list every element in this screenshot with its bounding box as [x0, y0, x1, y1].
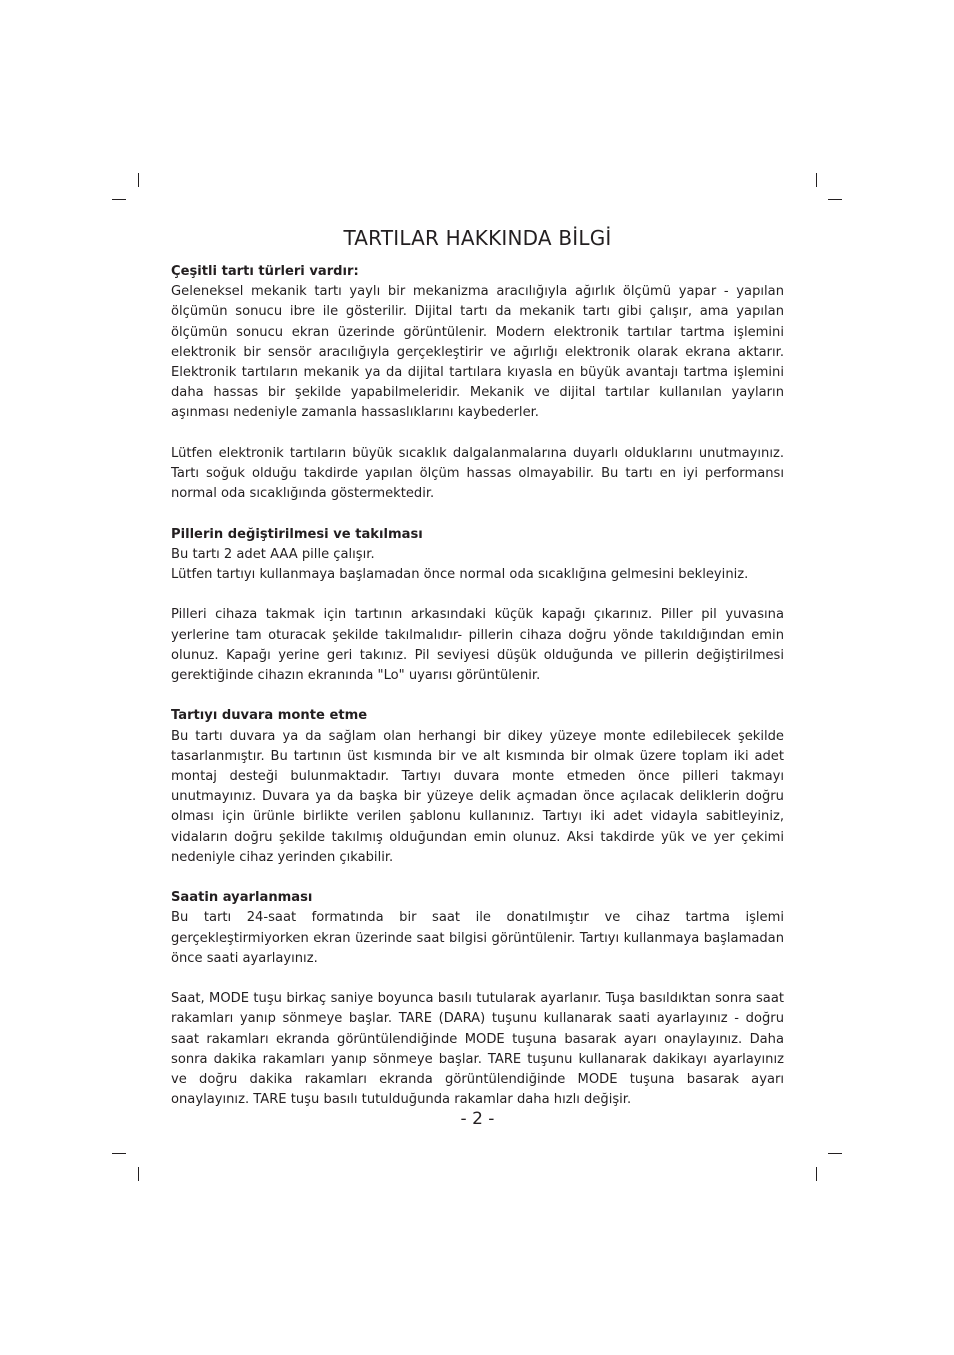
page-title: TARTILAR HAKKINDA BİLGİ: [343, 226, 612, 250]
crop-mark: [138, 173, 139, 187]
crop-mark: [816, 173, 817, 187]
paragraph: Geleneksel mekanik tartı yaylı bir mekanizma aracılığıyla ağırlık ölçümü yapar - yapılan ölçümün sonucu ibre ile gösterilir. Dijital tartı da mekanik tartı gibi çalışır, ama yapılan ölçümün sonucu ekran üzerinde görüntülenir. Modern elektronik tartılar tartma işlemini elektronik bir sensör aracılığıyla gerçekleştirir ve ağırlığı elektronik olarak ekrana aktarır. Elektronik tartıların mekanik ya da dijital tartılara kıyasla en büyük avantajı tartma işlemini daha hassas bir şekilde yapabilmeleridir. Mekanik ve dijital tartılar kullanılan yayların aşınması nedeniyle zamanla hassaslıklarını kaybederler.: [171, 284, 784, 421]
section-heading: Çeşitli tartı türleri vardır:: [171, 264, 359, 279]
crop-mark: [828, 199, 842, 200]
page-number: - 2 -: [460, 1109, 495, 1129]
crop-mark: [112, 1153, 126, 1154]
paragraph: Bu tartı 2 adet AAA pille çalışır.: [171, 546, 375, 562]
crop-mark: [138, 1167, 139, 1181]
paragraph: Saat, MODE tuşu birkaç saniye boyunca basılı tutularak ayarlanır. Tuşa basıldıktan sonra saat rakamları yanıp sönmeye başlar. TARE (DARA) tuşunu kullanarak saati ayarlayınız - doğru saat rakamları ekranda görüntülendiğinde MODE tuşuna basarak ayarı onaylayınız. Daha sonra dakika rakamları yanıp sönmeye başlar. TARE tuşunu kullanarak dakikayı ayarlayınız ve doğru dakika rakamları ekranda görüntülendiğinde MODE tuşuna basarak ayarı onaylayınız. TARE tuşu basılı tutulduğunda rakamlar daha hızlı değişir.: [171, 991, 784, 1108]
paragraph: Bu tartı duvara ya da sağlam olan herhangi bir dikey yüzeye monte edilebilecek şekilde tasarlanmıştır. Bu tartının üst kısmında bir ve alt kısmında bir olmak üzere toplam iki adet montaj desteği bulunmaktadır. Tartıyı duvara monte etmeden önce pilleri takmayı unutmayınız. Duvara ya da başka bir yüzeye delik açmadan önce açılacak deliklerin doğru olması için ürünle birlikte verilen şablonu kullanınız. Tartıyı iki adet vidayla sabitleyiniz, vidaların doğru şekilde takılmış olduğundan emin olunuz. Aksi takdirde yük ve yer çekimi nedeniyle cihaz yerinden çıkabilir.: [171, 728, 784, 865]
crop-mark: [828, 1153, 842, 1154]
paragraph: Bu tartı 24-saat formatında bir saat ile donatılmıştır ve cihaz tartma işlemi gerçekleştirmiyorken ekran üzerinde saat bilgisi görüntülenir. Tartıyı kullanmaya başlamadan önce saati ayarlayınız.: [171, 910, 784, 966]
crop-mark: [112, 199, 126, 200]
section-heading: Pillerin değiştirilmesi ve takılması: [171, 526, 423, 542]
section-heading: Tartıyı duvara monte etme: [171, 708, 368, 724]
section-heading: Saatin ayarlanması: [171, 890, 313, 906]
paragraph: Lütfen elektronik tartıların büyük sıcaklık dalgalanmalarına duyarlı olduklarını unutmayınız. Tartı soğuk olduğu takdirde yapılan ölçüm hassas olmayabilir. Bu tartı en iyi performansı normal oda sıcaklığında göstermektedir.: [171, 445, 784, 502]
crop-mark: [816, 1167, 817, 1181]
document-body: [171, 262, 784, 1110]
paragraph: Lütfen tartıyı kullanmaya başlamadan önce normal oda sıcaklığına gelmesini bekleyiniz.: [171, 567, 749, 583]
paragraph: Pilleri cihaza takmak için tartının arkasındaki küçük kapağı çıkarınız. Piller pil yuvasına yerlerine tam oturacak şekilde takılmalıdır- pillerin cihaza doğru yönde takıldığından emin olunuz. Kapağı yerine geri takınız. Pil seviyesi düşük olduğunda ve pillerin değiştirilmesi gerektiğinde cihazın ekranında "Lo" uyarısı görüntülenir.: [171, 607, 784, 684]
